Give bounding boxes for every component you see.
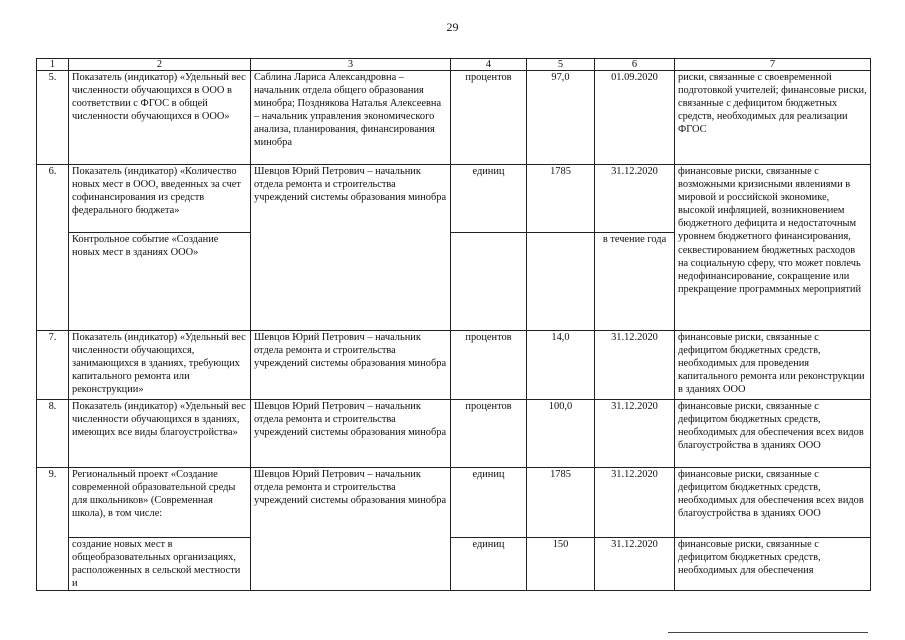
value-cell: 1785 (527, 468, 595, 538)
value-cell: 100,0 (527, 400, 595, 468)
page-number: 29 (446, 20, 459, 34)
responsible-cell: Шевцов Юрий Петрович – начальник отдела ремонта и строительства учреждений системы образования минобра (251, 468, 451, 591)
risks-cell: финансовые риски, связанные с дефицитом бюджетных средств, необходимых для обеспечения (675, 538, 871, 591)
row-number: 6. (37, 165, 69, 331)
risks-cell: финансовые риски, связанные с дефицитом бюджетных средств, необходимых для проведения капитального ремонта или реконструкции в зданиях ООО (675, 331, 871, 400)
value-cell: 150 (527, 538, 595, 591)
risks-cell: финансовые риски, связанные с возможными кризисными явлениями в мировой и российской экономике, высокой инфляцией, возникновением бюджетного дефицита и недостаточным уровнем бюджетного финансирования, секвестированием бюджетных расходов на социальную сферу, что может повлечь недофинансирование, сокращение или прекращение программных мероприятий (675, 165, 871, 331)
column-header: 4 (451, 59, 527, 71)
row-number: 9. (37, 468, 69, 591)
control-event-cell: Контрольное событие «Создание новых мест в зданиях ООО» (69, 233, 251, 331)
value-cell: 97,0 (527, 71, 595, 165)
date-cell: 31.12.2020 (595, 538, 675, 591)
event-date-cell: в течение года (595, 233, 675, 331)
unit-cell: единиц (451, 538, 527, 591)
unit-cell: процентов (451, 71, 527, 165)
column-header: 1 (37, 59, 69, 71)
column-header: 5 (527, 59, 595, 71)
table-header-row (37, 59, 871, 71)
responsible-cell: Саблина Лариса Александровна – начальник отдела общего образования минобра; Позднякова Наталья Алексеевна – начальник управления экономического анализа, планирования, финансирования минобра (251, 71, 451, 165)
indicator-cell: Показатель (индикатор) «Удельный вес численности обучающихся в ООО в соответствии с ФГОС в общей численности обучающихся в ООО» (69, 71, 251, 165)
row-number: 5. (37, 71, 69, 165)
value-cell: 1785 (527, 165, 595, 233)
table-row (37, 400, 871, 468)
unit-cell: процентов (451, 400, 527, 468)
unit-cell (451, 233, 527, 331)
footer-rule (668, 632, 868, 633)
row-number: 8. (37, 400, 69, 468)
indicator-cell: Показатель (индикатор) «Удельный вес численности обучающихся, занимающихся в зданиях, требующих капитального ремонта или реконструкции» (69, 331, 251, 400)
risks-cell: финансовые риски, связанные с дефицитом бюджетных средств, необходимых для обеспечения всех видов благоустройства в зданиях ООО (675, 400, 871, 468)
risks-cell: финансовые риски, связанные с дефицитом бюджетных средств, необходимых для обеспечения всех видов благоустройства в зданиях ООО (675, 468, 871, 538)
indicator-cell: Показатель (индикатор) «Количество новых мест в ООО, введенных за счет софинансирования из средств федерального бюджета» (69, 165, 251, 233)
table-row (37, 331, 871, 400)
column-header: 6 (595, 59, 675, 71)
row-number: 7. (37, 331, 69, 400)
table-row (37, 468, 871, 538)
date-cell: 31.12.2020 (595, 165, 675, 233)
column-header: 2 (69, 59, 251, 71)
risk-table (36, 58, 871, 591)
table-row (37, 165, 871, 233)
column-header: 3 (251, 59, 451, 71)
sub-indicator-cell: создание новых мест в общеобразовательных организациях, расположенных в сельской местности и (69, 538, 251, 591)
date-cell: 01.09.2020 (595, 71, 675, 165)
indicator-cell: Показатель (индикатор) «Удельный вес численности обучающихся в зданиях, имеющих все виды благоустройства» (69, 400, 251, 468)
responsible-cell: Шевцов Юрий Петрович – начальник отдела ремонта и строительства учреждений системы образования минобра (251, 400, 451, 468)
table-row (37, 538, 871, 591)
unit-cell: единиц (451, 468, 527, 538)
responsible-cell: Шевцов Юрий Петрович – начальник отдела ремонта и строительства учреждений системы образования минобра (251, 165, 451, 331)
date-cell: 31.12.2020 (595, 468, 675, 538)
column-header: 7 (675, 59, 871, 71)
value-cell (527, 233, 595, 331)
unit-cell: процентов (451, 331, 527, 400)
date-cell: 31.12.2020 (595, 331, 675, 400)
responsible-cell: Шевцов Юрий Петрович – начальник отдела ремонта и строительства учреждений системы образования минобра (251, 331, 451, 400)
value-cell: 14,0 (527, 331, 595, 400)
date-cell: 31.12.2020 (595, 400, 675, 468)
table-row (37, 71, 871, 165)
unit-cell: единиц (451, 165, 527, 233)
risks-cell: риски, связанные с своевременной подготовкой учителей; финансовые риски, связанные с дефицитом бюджетных средств, необходимых для реализации ФГОС (675, 71, 871, 165)
indicator-cell: Региональный проект «Создание современной образовательной среды для школьников» (Современная школа), в том числе: (69, 468, 251, 538)
